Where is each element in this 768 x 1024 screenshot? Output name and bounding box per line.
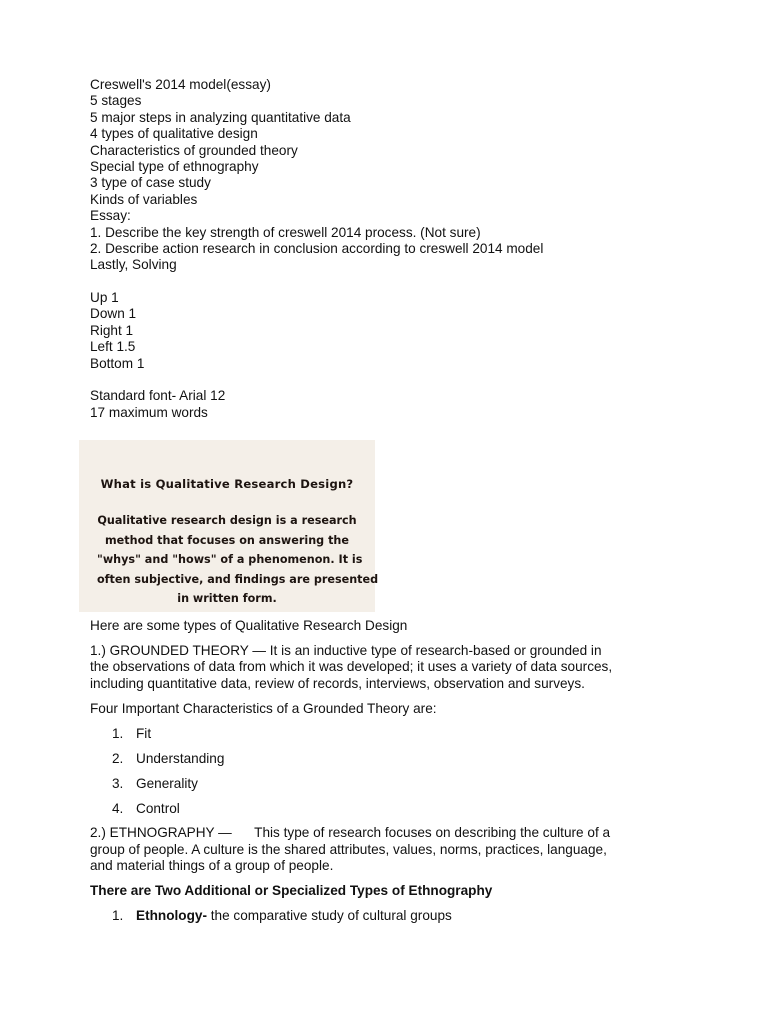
list-label: Generality bbox=[136, 776, 198, 792]
list-number: 4. bbox=[112, 801, 124, 817]
blank-line bbox=[90, 372, 710, 388]
list-label: Understanding bbox=[136, 751, 225, 767]
margin-line: Left 1.5 bbox=[90, 339, 136, 355]
note-line: 5 stages bbox=[90, 93, 142, 109]
list-definition: the comparative study of cultural groups bbox=[206, 907, 452, 923]
types-section bbox=[90, 618, 690, 928]
specialized-ethnography-heading: There are Two Additional or Specialized Types of Ethnography bbox=[90, 882, 493, 898]
note-line: 1. Describe the key strength of creswell 2014 process. (Not sure) bbox=[90, 224, 481, 240]
image-body-line: method that focuses on answering the bbox=[105, 533, 349, 547]
paragraph-line: and material things of a group of people. bbox=[90, 858, 334, 874]
list-text bbox=[136, 903, 452, 928]
list-item bbox=[90, 746, 690, 771]
note-line: 5 major steps in analyzing quantitative data bbox=[90, 109, 351, 125]
types-intro: Here are some types of Qualitative Research Design bbox=[90, 618, 408, 633]
paragraph-line: the observations of data from which it was developed; it uses a variety of data sources, bbox=[90, 659, 613, 675]
format-line: Standard font- Arial 12 bbox=[90, 388, 226, 404]
characteristics-list bbox=[90, 721, 690, 821]
image-title: What is Qualitative Research Design? bbox=[100, 477, 354, 491]
margin-line: Up 1 bbox=[90, 290, 119, 306]
note-line: Essay: bbox=[90, 208, 131, 224]
list-item bbox=[90, 721, 690, 746]
list-item bbox=[90, 796, 690, 821]
image-body-line: often subjective, and findings are presented bbox=[97, 572, 379, 586]
image-body-line: "whys" and "hows" of a phenomenon. It is bbox=[97, 553, 363, 567]
list-number: 3. bbox=[112, 776, 124, 792]
qualitative-research-design-image bbox=[79, 440, 379, 612]
grounded-theory-paragraph bbox=[90, 643, 690, 692]
characteristics-heading: Four Important Characteristics of a Grounded Theory are: bbox=[90, 700, 437, 716]
ethnography-paragraph bbox=[90, 825, 690, 874]
paragraph-line: including quantitative data, review of records, interviews, observation and surveys. bbox=[90, 675, 585, 691]
image-body-line: in written form. bbox=[177, 592, 277, 606]
list-label: Control bbox=[136, 801, 180, 817]
specialized-list bbox=[90, 903, 690, 928]
notes-section bbox=[90, 77, 710, 421]
note-line: 2. Describe action research in conclusion according to creswell 2014 model bbox=[90, 240, 544, 256]
margin-line: Bottom 1 bbox=[90, 355, 145, 371]
list-term: Ethnology- bbox=[136, 907, 207, 923]
note-line: Characteristics of grounded theory bbox=[90, 142, 298, 158]
list-number: 2. bbox=[112, 751, 124, 767]
paragraph-line: 2.) ETHNOGRAPHY — This type of research focuses on describing the culture of a bbox=[90, 825, 611, 841]
list-item bbox=[90, 771, 690, 796]
list-label: Fit bbox=[136, 725, 152, 741]
blank-line bbox=[90, 274, 710, 290]
note-line: Special type of ethnography bbox=[90, 158, 259, 174]
list-number: 1. bbox=[112, 907, 124, 923]
image-body bbox=[97, 511, 379, 609]
format-line: 17 maximum words bbox=[90, 404, 208, 420]
note-line: 3 type of case study bbox=[90, 175, 211, 191]
margin-line: Down 1 bbox=[90, 306, 137, 322]
margin-line: Right 1 bbox=[90, 322, 134, 338]
paragraph-line: 1.) GROUNDED THEORY — It is an inductive type of research-based or grounded in bbox=[90, 642, 602, 658]
note-line: Creswell's 2014 model(essay) bbox=[90, 77, 271, 92]
paragraph-line: group of people. A culture is the shared attributes, values, norms, practices, language, bbox=[90, 841, 607, 857]
image-body-line: Qualitative research design is a research bbox=[97, 514, 357, 527]
note-line: Kinds of variables bbox=[90, 191, 198, 207]
note-line: Lastly, Solving bbox=[90, 257, 177, 273]
note-line: 4 types of qualitative design bbox=[90, 126, 258, 142]
list-number: 1. bbox=[112, 725, 124, 741]
list-item bbox=[90, 903, 690, 928]
